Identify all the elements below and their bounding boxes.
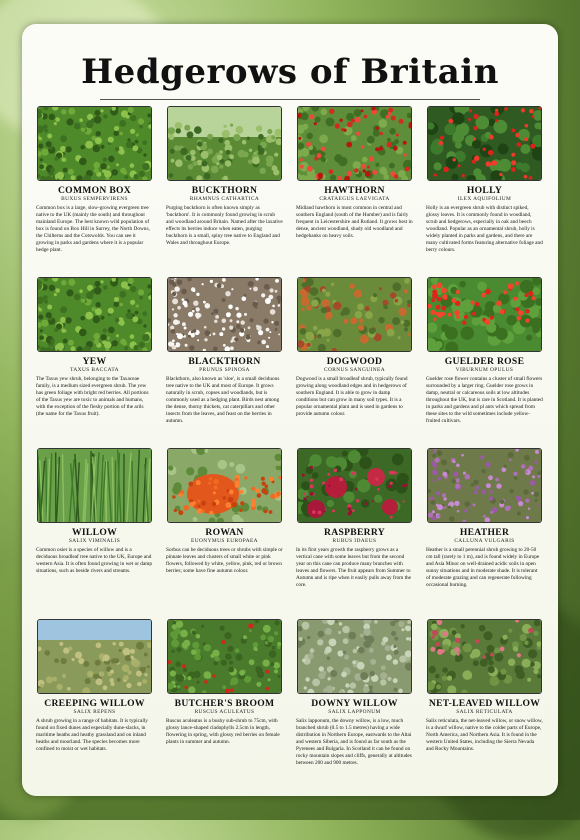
plant-name: ROWAN bbox=[166, 527, 283, 538]
plant-description: Salix reticulata, the net-leaved willow, or snow willow, is a dwarf willow, native to the colder parts of Europe, North America, and Northern Asia. It is found in the western United States, including the Sierra Nevada and Rocky Mountains. bbox=[426, 718, 543, 753]
plant-name: HEATHER bbox=[426, 527, 543, 538]
poster-title: Hedgerows of Britain bbox=[22, 52, 558, 92]
plant-grid bbox=[36, 106, 544, 790]
plant-photo bbox=[297, 619, 412, 694]
plant-card bbox=[296, 619, 413, 790]
plant-card bbox=[166, 106, 283, 277]
plant-photo bbox=[37, 277, 152, 352]
plant-description: Common box is a large, slow-growing evergreen tree native to the UK (mainly the south) and throughout mainland Europe. The best known wild population of box is found on Box Hill in Surrey, the North Downs, the Chilterns and the Cotswolds. You can see it growing in parks and gardens where it is a popular hedge plant. bbox=[36, 205, 153, 254]
plant-latin-name: EUONYMUS EUROPAEA bbox=[166, 538, 283, 544]
plant-description: Ruscus aculeatus is a bushy sub-shrub to 75cm, with glossy lance-shaped cladophylls 2.5cm in length, flowering in spring, with glossy red berries on female plants in summer and autumn. bbox=[166, 718, 283, 746]
plant-description: Dogwood is a small broadleaf shrub, typically found growing along woodland edges and in hedgerows of southern England. It is able to grow in damp conditions but can grow in many soil types. It is a popular ornamental plant and is used in gardens to provide autumn colour. bbox=[296, 376, 413, 418]
plant-description: Common osier is a species of willow and is a deciduous broadleaf tree native to the UK, Europe and western Asia. It is often found growing in wet or damp situations, such as beside rivers and streams. bbox=[36, 547, 153, 575]
plant-latin-name: PRUNUS SPINOSA bbox=[166, 367, 283, 373]
plant-name: BUCKTHORN bbox=[166, 185, 283, 196]
plant-photo bbox=[167, 106, 282, 181]
plant-name: HAWTHORN bbox=[296, 185, 413, 196]
plant-name: DOWNY WILLOW bbox=[296, 698, 413, 709]
plant-name: RASPBERRY bbox=[296, 527, 413, 538]
plant-card bbox=[296, 277, 413, 448]
plant-name: CREEPING WILLOW bbox=[36, 698, 153, 709]
plant-latin-name: SALIX REPENS bbox=[36, 709, 153, 715]
plant-latin-name: CALLUNA VULGARIS bbox=[426, 538, 543, 544]
plant-name: YEW bbox=[36, 356, 153, 367]
plant-name: GUELDER ROSE bbox=[426, 356, 543, 367]
plant-photo bbox=[427, 448, 542, 523]
plant-card bbox=[166, 619, 283, 790]
plant-photo bbox=[297, 106, 412, 181]
plant-description: Sorbus can be deciduous trees or shrubs with simple or pinnate leaves and clusters of small white or pink flowers, followed by white, yellow, pink, red or brown berries; some have fine autumn colour. bbox=[166, 547, 283, 575]
plant-latin-name: SALIX RETICULATA bbox=[426, 709, 543, 715]
plant-card bbox=[166, 277, 283, 448]
plant-latin-name: RUSCUS ACULEATUS bbox=[166, 709, 283, 715]
plant-card bbox=[36, 448, 153, 619]
poster bbox=[22, 24, 558, 796]
plant-description: Purging buckthorn is often known simply as 'buckthorn'. It is commonly found growing in scrub and woodland around Britain. Named after the laxative effects its berries induce when eaten, purging buckthorn is a small, spiny tree native to England and Wales and throughout Europe. bbox=[166, 205, 283, 247]
plant-photo bbox=[427, 277, 542, 352]
plant-card bbox=[426, 448, 543, 619]
plant-latin-name: TAXUS BACCATA bbox=[36, 367, 153, 373]
title-divider bbox=[100, 99, 480, 100]
plant-photo bbox=[297, 277, 412, 352]
plant-card bbox=[426, 277, 543, 448]
plant-name: HOLLY bbox=[426, 185, 543, 196]
plant-description: Salix lapponum, the downy willow, is a low, much branched shrub (0.5 to 1.5 metres) having a wide distribution in Northern Europe, eastwards to the Altai and western Siberia, and is found as far south as the Pyrenees and Bulgaria. In Scotland it can be found on rocky mountain slopes and cliffs, generally at altitudes between 200 and 900 metres. bbox=[296, 718, 413, 767]
plant-latin-name: CRATAEGUS LAEVIGATA bbox=[296, 196, 413, 202]
plant-photo bbox=[297, 448, 412, 523]
plant-latin-name: ILEX AQUIFOLIUM bbox=[426, 196, 543, 202]
plant-latin-name: RUBUS IDAEUS bbox=[296, 538, 413, 544]
plant-name: BLACKTHORN bbox=[166, 356, 283, 367]
plant-photo bbox=[37, 448, 152, 523]
plant-photo bbox=[37, 619, 152, 694]
plant-card bbox=[296, 448, 413, 619]
plant-card bbox=[426, 106, 543, 277]
plant-name: DOGWOOD bbox=[296, 356, 413, 367]
plant-latin-name: RHAMNUS CATHARTICA bbox=[166, 196, 283, 202]
plant-photo bbox=[427, 619, 542, 694]
plant-name: NET-LEAVED WILLOW bbox=[426, 698, 543, 709]
plant-name: WILLOW bbox=[36, 527, 153, 538]
plant-photo bbox=[167, 277, 282, 352]
plant-description: In its first years growth the raspberry grows as a vertical cane with some leaves but from the second year on this cane can produce many branches with leaves and flowers. The fruit appears from Summer to Autumn and is ripe when it easily pulls away from the core. bbox=[296, 547, 413, 589]
plant-description: Holly is an evergreen shrub with distinct spiked, glossy leaves. It is commonly found in woodland, scrub and hedgerows, especially in oak and beech woodland. Popular as an ornamental shrub, holly is widely planted in parks and gardens, and there are many cultivated forms featuring alternative foliage and berry colours. bbox=[426, 205, 543, 254]
plant-description: A shrub growing in a range of habitats. It is typically found on fixed dunes and especially dune-slacks, in maritime heaths and heathy grassland and on inland heaths and moorland. The species becomes more confined to moist or wet habitats. bbox=[36, 718, 153, 753]
plant-description: Blackthorn, also known as 'sloe', is a small deciduous tree native to the UK and most of Europe. It grows naturally in scrub, copses and woodlands, but is commonly used as a hedging plant. Birds nest among the dense, thorny thickets, cat caterpillars and other insects from the leaves, and feast on the berries in autumn. bbox=[166, 376, 283, 425]
plant-card bbox=[36, 106, 153, 277]
plant-card bbox=[36, 277, 153, 448]
plant-description: Heather is a small perennial shrub growing to 20-50 cm tall (rarely to 1 m), and is found widely in Europe and Asia Minor on well-drained acidic soils in open sunny situations and in moderate shade. It is tolerant of moderate grazing and can regenerate following occasional burning. bbox=[426, 547, 543, 589]
plant-photo bbox=[427, 106, 542, 181]
plant-latin-name: SALIX VIMINALIS bbox=[36, 538, 153, 544]
plant-description: Guelder rose flower contains a cluster of small flowers surrounded by a larger ring. Guelder rose grows in damp, neutral or calcareous soils at low altitudes throughout the UK, but is rare in Scotland. It is planted in parks and gardens and pl ants which spread from these sites to the wild sometimes include yellow-fruited cultivars. bbox=[426, 376, 543, 425]
plant-card bbox=[36, 619, 153, 790]
plant-latin-name: BUXUS SEMPERVIRENS bbox=[36, 196, 153, 202]
plant-latin-name: VIBURNUM OPULUS bbox=[426, 367, 543, 373]
plant-card bbox=[296, 106, 413, 277]
plant-latin-name: CORNUS SANGUINEA bbox=[296, 367, 413, 373]
plant-card bbox=[166, 448, 283, 619]
plant-photo bbox=[167, 619, 282, 694]
plant-description: The Taxus yew shrub, belonging to the Taxaceae family, is a medium sized evergreen shrub. The yew has green foliage with bright red berries. All portions of the Taxus yew are toxic to animals and humans, with the exception of the fleshy portion of the arils (the name for the Taxus fruit). bbox=[36, 376, 153, 418]
plant-photo bbox=[167, 448, 282, 523]
plant-photo bbox=[37, 106, 152, 181]
plant-name: COMMON BOX bbox=[36, 185, 153, 196]
plant-name: BUTCHER'S BROOM bbox=[166, 698, 283, 709]
plant-card bbox=[426, 619, 543, 790]
plant-latin-name: SALIX LAPPONUM bbox=[296, 709, 413, 715]
plant-description: Midland hawthorn is most common in central and southern England (south of the Humber) and is fairly frequent in Leicestershire and Rutland. It grows best in dense, ancient woodland, shady old woodland and hedgebanks on heavy soils. bbox=[296, 205, 413, 240]
